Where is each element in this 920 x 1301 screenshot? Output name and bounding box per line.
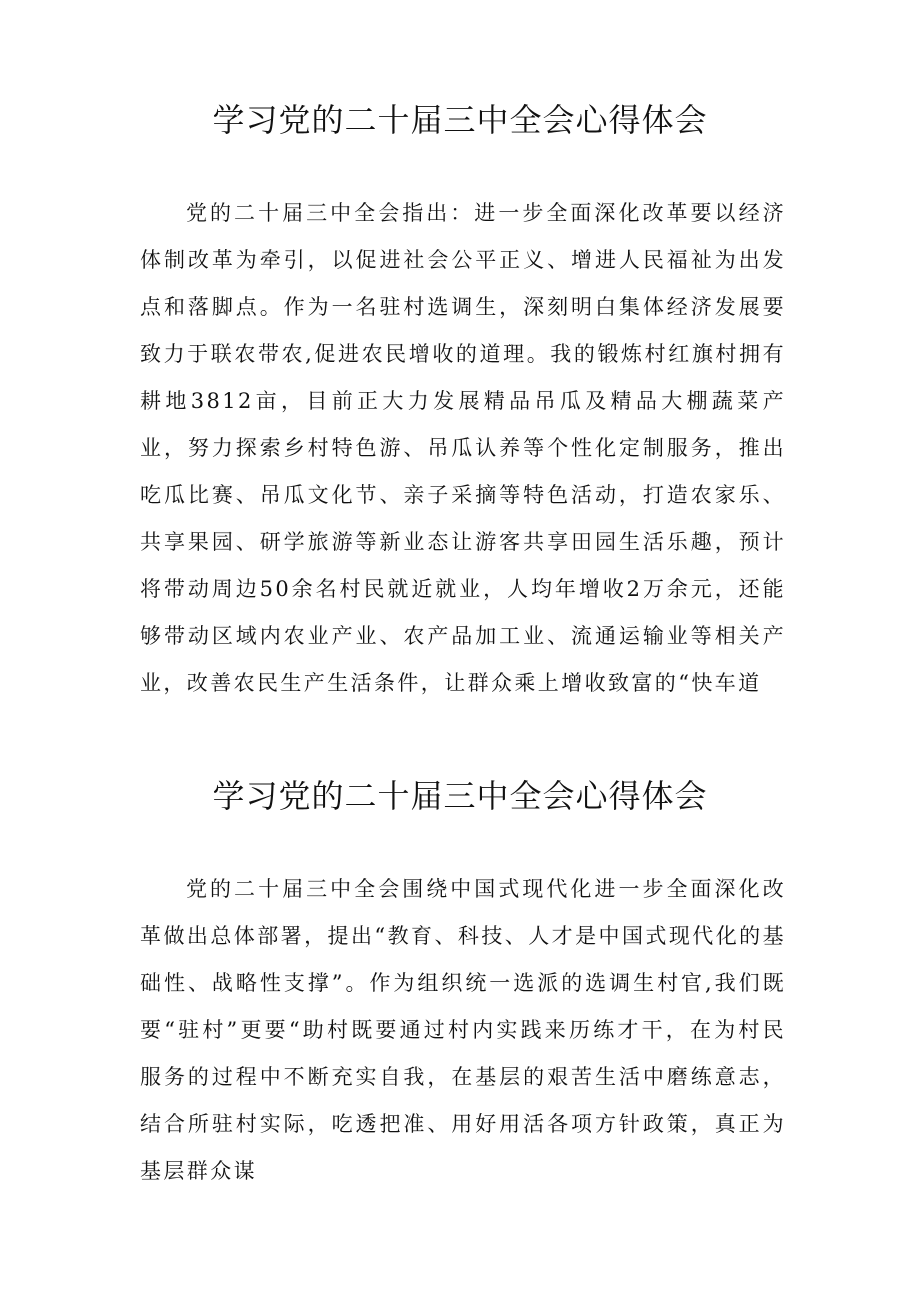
section-2-title: 学习党的二十届三中全会心得体会: [212, 777, 708, 815]
section-1-paragraph: 党的二十届三中全会指出：进一步全面深化改革要以经济体制改革为牵引，以促进社会公平正义、增进人民福祉为出发点和落脚点。作为一名驻村选调生，深刻明白集体经济发展要致力于联农带农,促进农民增收的道理。我的锻炼村红旗村拥有耕地3812亩，目前正大力发展精品吊瓜及精品大棚蔬菜产业，努力探索乡村特色游、吊瓜认养等个性化定制服务，推出吃瓜比赛、吊瓜文化节、亲子采摘等特色活动，打造农家乐、共享果园、研学旅游等新业态让游客共享田园生活乐趣，预计将带动周边50余名村民就近就业，人均年增收2万余元，还能够带动区域内农业产业、农产品加工业、流通运输业等相关产业，改善农民生产生活条件，让群众乘上增收致富的“快车道: [140, 201, 786, 695]
section-1-title: 学习党的二十届三中全会心得体会: [212, 101, 708, 139]
section-2-paragraph: 党的二十届三中全会围绕中国式现代化进一步全面深化改革做出总体部署，提出“教育、科技、人才是中国式现代化的基础性、战略性支撑”。作为组织统一选派的选调生村官,我们既要“驻村”更要“助村既要通过村内实践来历练才干，在为村民服务的过程中不断充实自我，在基层的艰苦生活中磨练意志，结合所驻村实际，吃透把准、用好用活各项方针政策，真正为基层群众谋: [140, 877, 786, 1183]
